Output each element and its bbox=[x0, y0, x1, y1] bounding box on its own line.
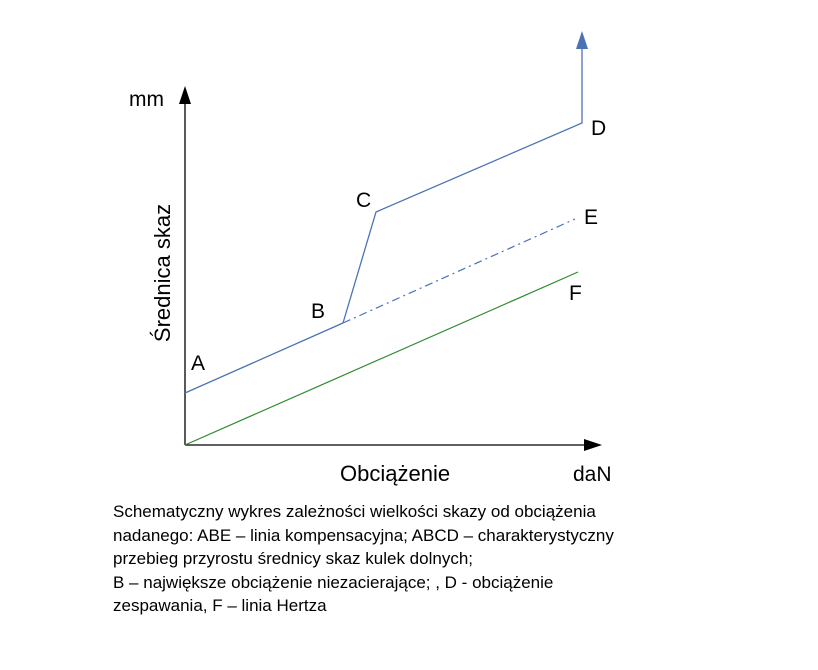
point-label-f: F bbox=[569, 282, 582, 305]
caption-line: B – największe obciążenie niezacierające; , D - obciążenie bbox=[113, 572, 554, 592]
caption-line: przebieg przyrostu średnicy skaz kulek dolnych; bbox=[113, 549, 473, 568]
y-axis-arrow bbox=[179, 86, 191, 104]
hertz-line bbox=[185, 272, 578, 445]
y-axis-unit: mm bbox=[129, 88, 164, 111]
curve-d-arrow bbox=[576, 31, 588, 49]
point-label-e: E bbox=[584, 206, 599, 229]
y-axis-label: Średnica skaz bbox=[150, 203, 175, 343]
caption-line: nadanego: ABE – linia kompensacyjna; ABCD – charakterystyczny bbox=[113, 525, 614, 545]
point-label-c: C bbox=[356, 189, 372, 212]
segment-be-dashed bbox=[343, 219, 575, 323]
x-axis-unit: daN bbox=[573, 463, 612, 486]
point-label-d: D bbox=[591, 117, 607, 140]
x-axis-arrow bbox=[584, 439, 602, 451]
x-axis-label: Obciążenie bbox=[340, 461, 451, 486]
diagram-caption bbox=[113, 500, 733, 618]
point-label-b: B bbox=[311, 300, 326, 323]
caption-line: zespawania, F – linia Hertza bbox=[113, 596, 327, 615]
curve-bcd bbox=[343, 46, 582, 323]
caption-line: Schematyczny wykres zależności wielkości skazy od obciążenia bbox=[113, 502, 596, 521]
segment-ab bbox=[185, 323, 343, 393]
point-label-a: A bbox=[191, 352, 206, 375]
